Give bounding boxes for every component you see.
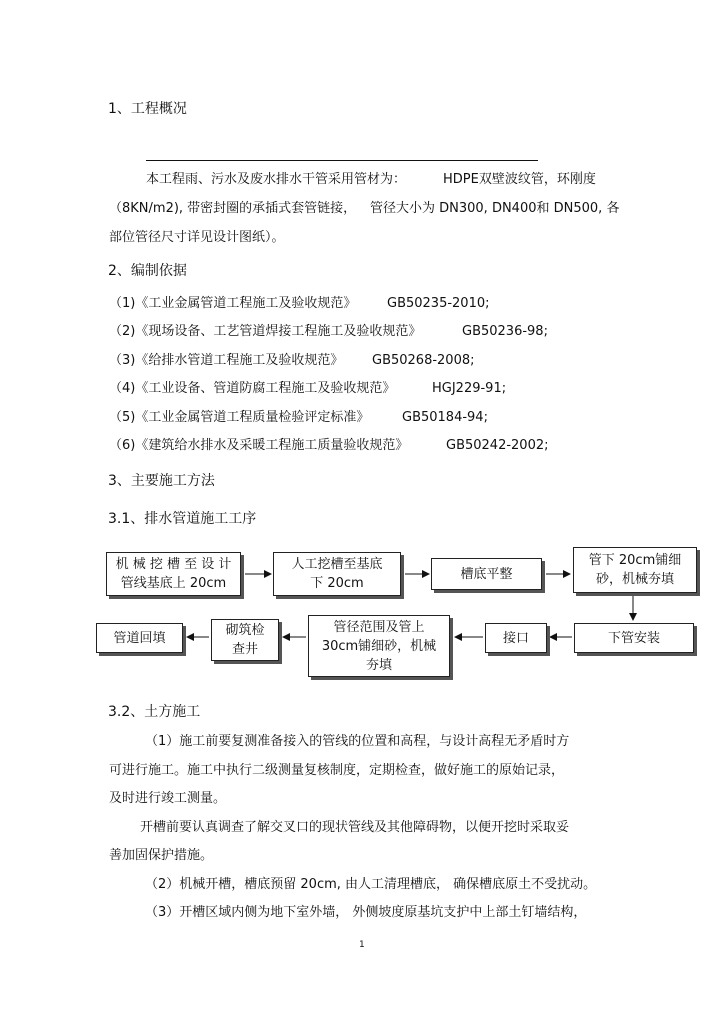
earthwork-line-6: （2）机械开槽，槽底预留 20cm, 由人工清理槽底， 确保槽底原土不受扰动。 [145, 877, 597, 892]
ref-item-1: （1)《工业金属管道工程施工及验收规范》 [109, 296, 357, 311]
flow-step-sand-bed: 管下 20cm铺细 砂，机械夯填 [573, 547, 697, 593]
section-2-heading: 2、编制依据 [108, 263, 187, 279]
para-line-2b: 管径大小为 DN300, DN400和 DN500, 各 [370, 201, 620, 216]
para-line-1a: 本工程雨、污水及废水排水干管采用管材为： [146, 172, 407, 187]
ref-item-2: （2)《现场设备、工艺管道焊接工程施工及验收规范》 [109, 324, 422, 339]
earthwork-line-3: 及时进行竣工测量。 [109, 791, 227, 806]
flow-step-joint: 接口 [485, 623, 547, 653]
section-3-heading: 3、主要施工方法 [108, 473, 215, 489]
ref-code-5: GB50184-94; [402, 410, 488, 425]
flow-step-mechanical-trench: 机 械 挖 槽 至 设 计 管线基底上 20cm [106, 552, 241, 596]
flow-step-manual-trench: 人工挖槽至基底 下 20cm [273, 552, 401, 596]
earthwork-line-7: （3）开槽区域内侧为地下室外墙， 外侧坡度原基坑支护中上部土钉墙结构， [145, 905, 587, 920]
ref-item-6: （6)《建筑给水排水及采暖工程施工质量验收规范》 [109, 438, 409, 453]
earthwork-line-4: 开槽前要认真调查了解交叉口的现状管线及其他障碍物，以便开挖时采取妥 [140, 820, 570, 835]
flow-step-lay-pipe: 下管安装 [574, 623, 694, 653]
page-number: 1 [359, 940, 365, 950]
ref-code-4: HGJ229-91; [432, 381, 507, 396]
earthwork-line-5: 善加固保护措施。 [109, 848, 214, 863]
flow-step-inspection-well: 砌筑检 查井 [211, 619, 279, 661]
section-3-1-heading: 3.1、排水管道施工工序 [108, 511, 257, 527]
ref-code-2: GB50236-98; [462, 324, 548, 339]
flow-step-backfill-sand: 管径范围及管上 30cm铺细砂，机械 夯填 [308, 615, 450, 677]
earthwork-line-1: （1）施工前要复测准备接入的管线的位置和高程，与设计高程无矛盾时方 [145, 734, 570, 749]
para-line-1b: HDPE双壁波纹管，环刚度 [443, 172, 596, 187]
flow-step-level-bottom: 槽底平整 [431, 558, 542, 590]
earthwork-line-2: 可进行施工。施工中执行二级测量复核制度，定期检查，做好施工的原始记录， [109, 763, 565, 778]
ref-code-3: GB50268-2008; [372, 353, 475, 368]
para-line-3: 部位管径尺寸详见设计图纸）。 [109, 230, 285, 245]
ref-code-6: GB50242-2002; [446, 438, 549, 453]
section-3-2-heading: 3.2、土方施工 [108, 704, 201, 720]
para-line-2a: （8KN/m2), 带密封圈的承插式套管链接， [109, 201, 357, 216]
ref-item-3: （3)《给排水管道工程施工及验收规范》 [109, 353, 344, 368]
section-1-heading: 1、工程概况 [108, 101, 187, 117]
ref-item-4: （4)《工业设备、管道防腐工程施工及验收规范》 [109, 381, 396, 396]
ref-code-1: GB50235-2010; [387, 296, 490, 311]
ref-item-5: （5)《工业金属管道工程质量检验评定标准》 [109, 410, 370, 425]
flow-step-backfill: 管道回填 [96, 623, 183, 653]
